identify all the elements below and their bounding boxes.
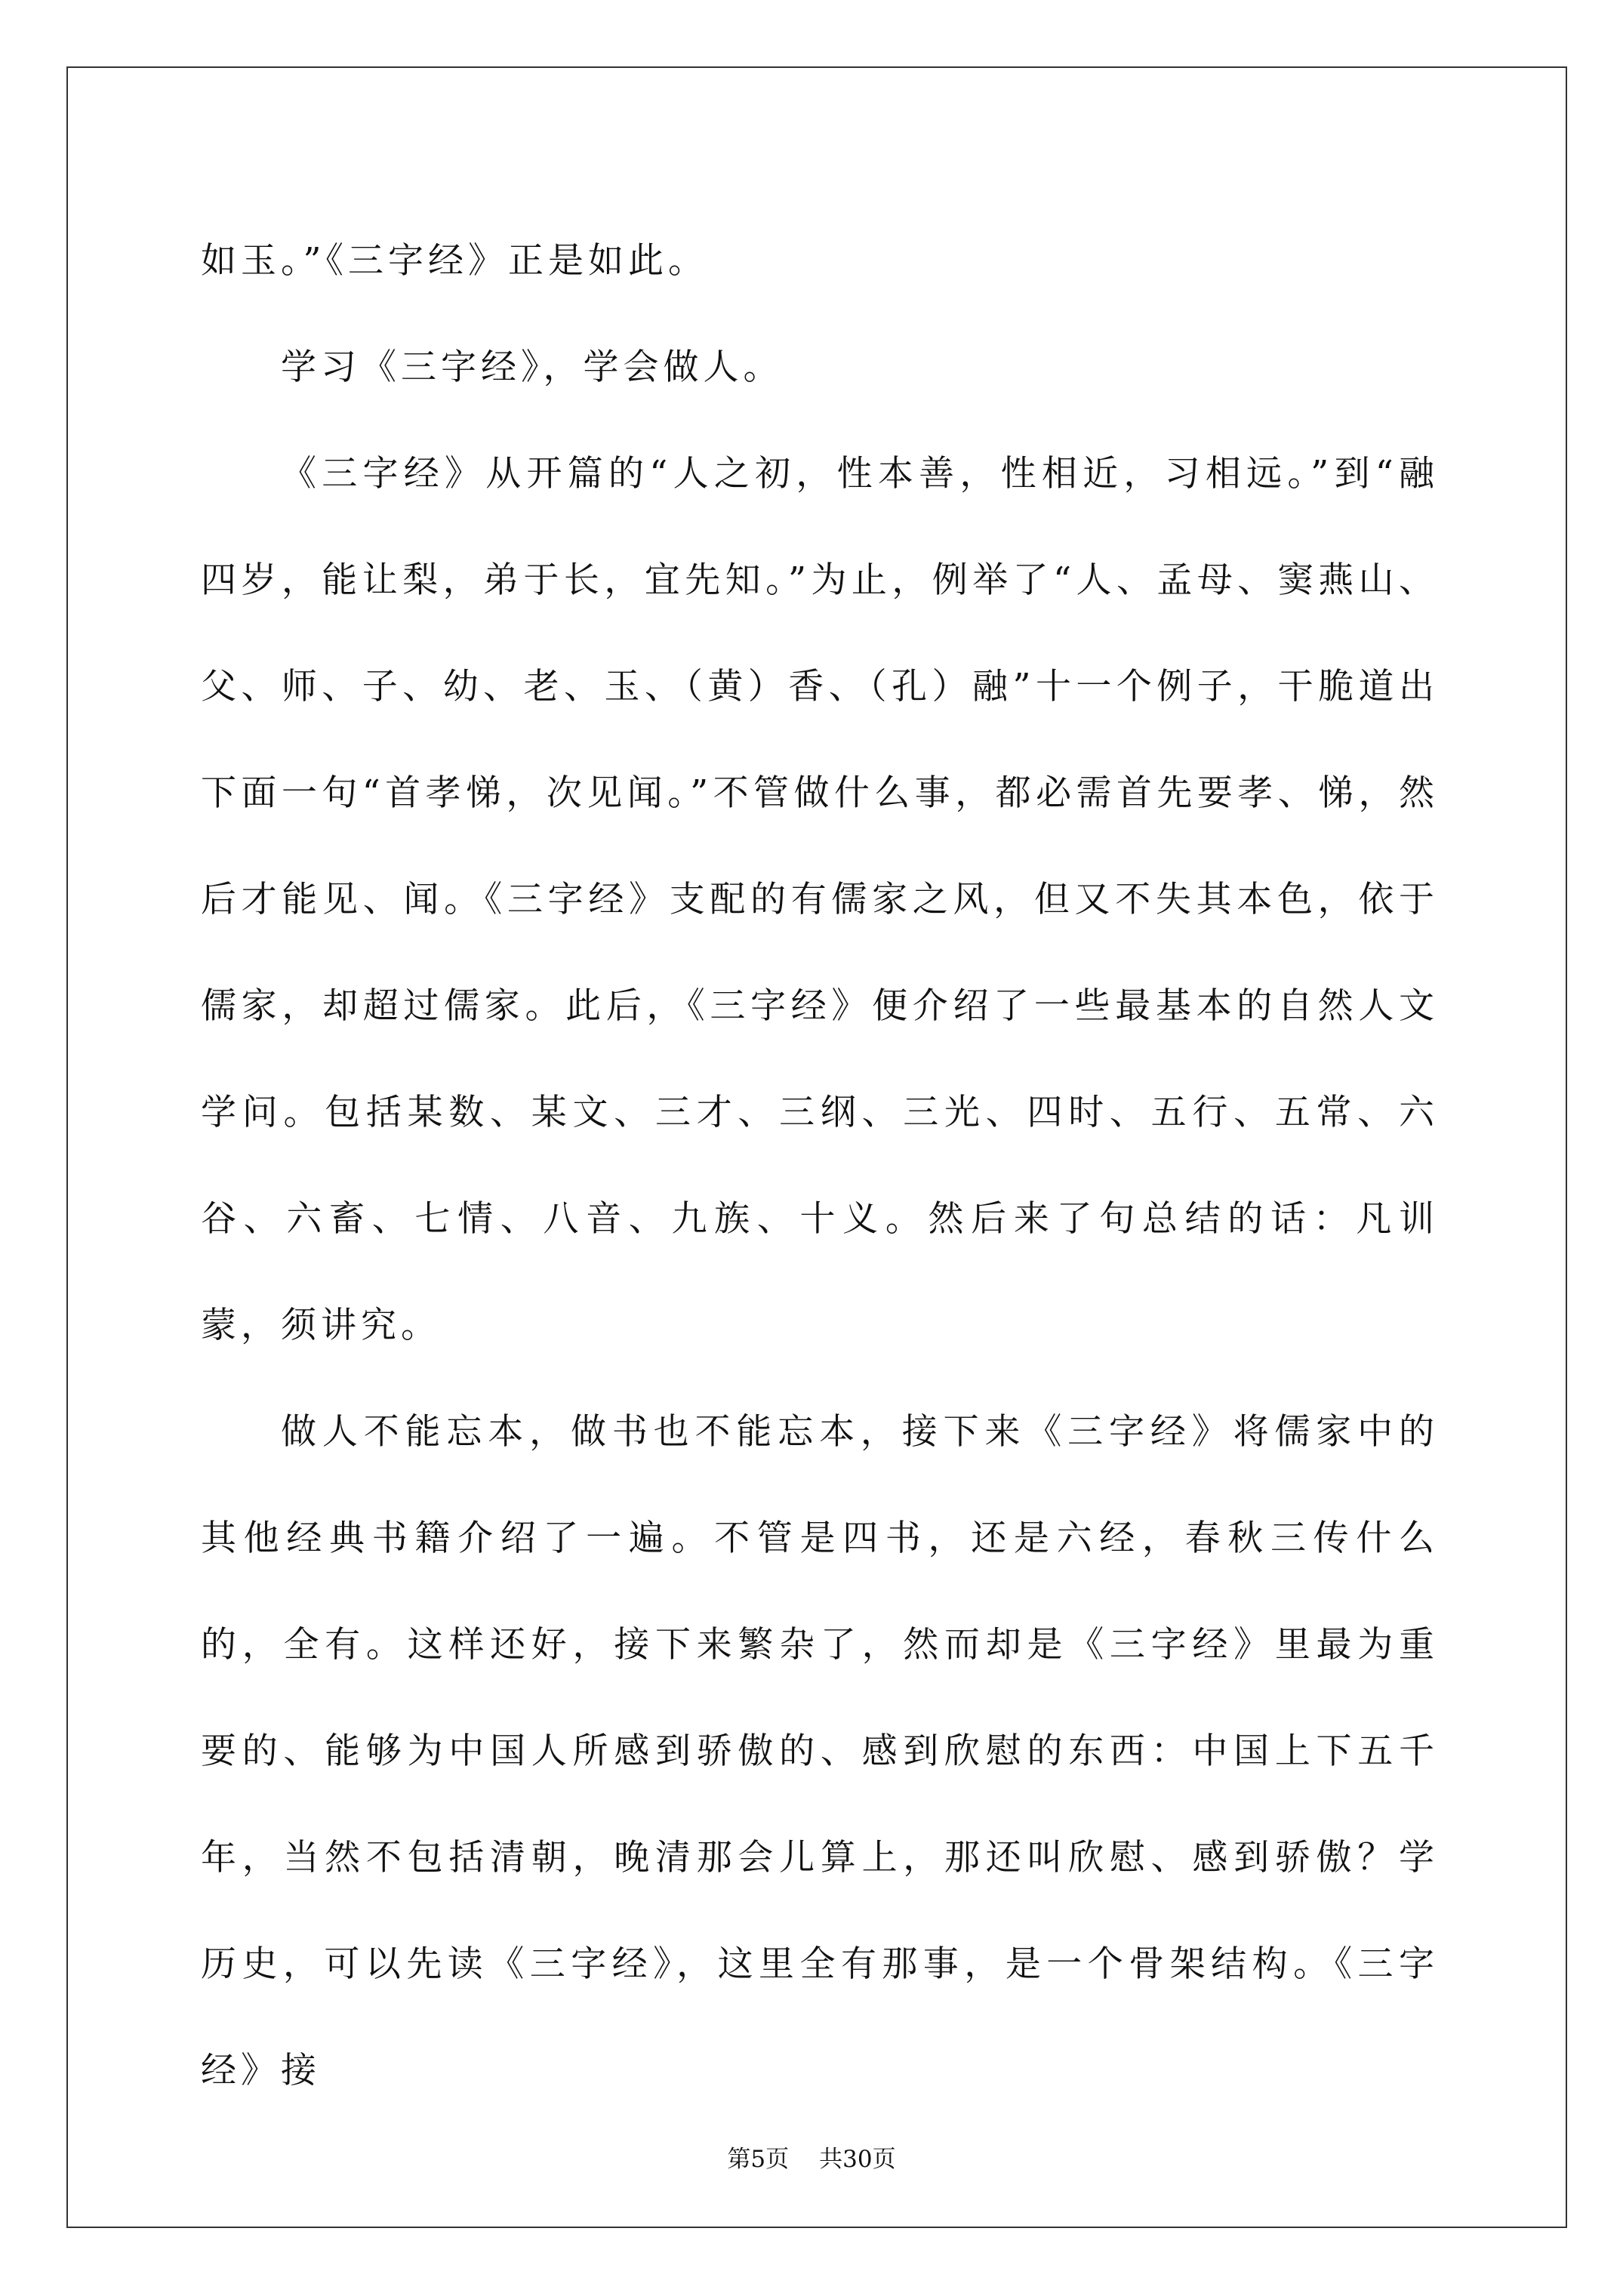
document-body [201, 208, 1439, 2124]
paragraph-2: 学习《三字经》，学会做人。 [281, 347, 784, 388]
page-footer [0, 2144, 1623, 2174]
page-total: 共30页 [819, 2146, 896, 2173]
paragraph-4: 做人不能忘本，做书也不能忘本，接下来《三字经》将儒家中的其他经典书籍介绍了一遍。不管是四书，还是六经，春秋三传什么的，全有。这样还好，接下来繁杂了，然而却是《三字经》里最为重要的、能够为中国人所感到骄傲的、感到欣慰的东西：中国上下五千年，当然不包括清朝，晚清那会儿算上，那还叫欣慰、感到骄傲？学历史，可以先读《三字经》，这里全有那事，是一个骨架结构。《三字经》接 [201, 1411, 1439, 2091]
paragraph-1: 如玉。”《三字经》正是如此。 [201, 240, 709, 282]
page-number: 第5页 [727, 2146, 790, 2173]
paragraph-3: 《三字经》从开篇的“人之初，性本善，性相近，习相远。”到“融四岁，能让梨，弟于长，宜先知。”为止，例举了“人、孟母、窦燕山、父、师、子、幼、老、玉、（黄）香、（孔）融”十一个例子，干脆道出下面一句“首孝悌，次见闻。”不管做什么事，都必需首先要孝、悌，然后才能见、闻。《三字经》支配的有儒家之风，但又不失其本色，依于儒家，却超过儒家。此后，《三字经》便介绍了一些最基本的自然人文学问。包括某数、某文、三才、三纲、三光、四时、五行、五常、六谷、六畜、七情、八音、九族、十义。然后来了句总结的话：凡训蒙，须讲究。 [201, 453, 1439, 1346]
